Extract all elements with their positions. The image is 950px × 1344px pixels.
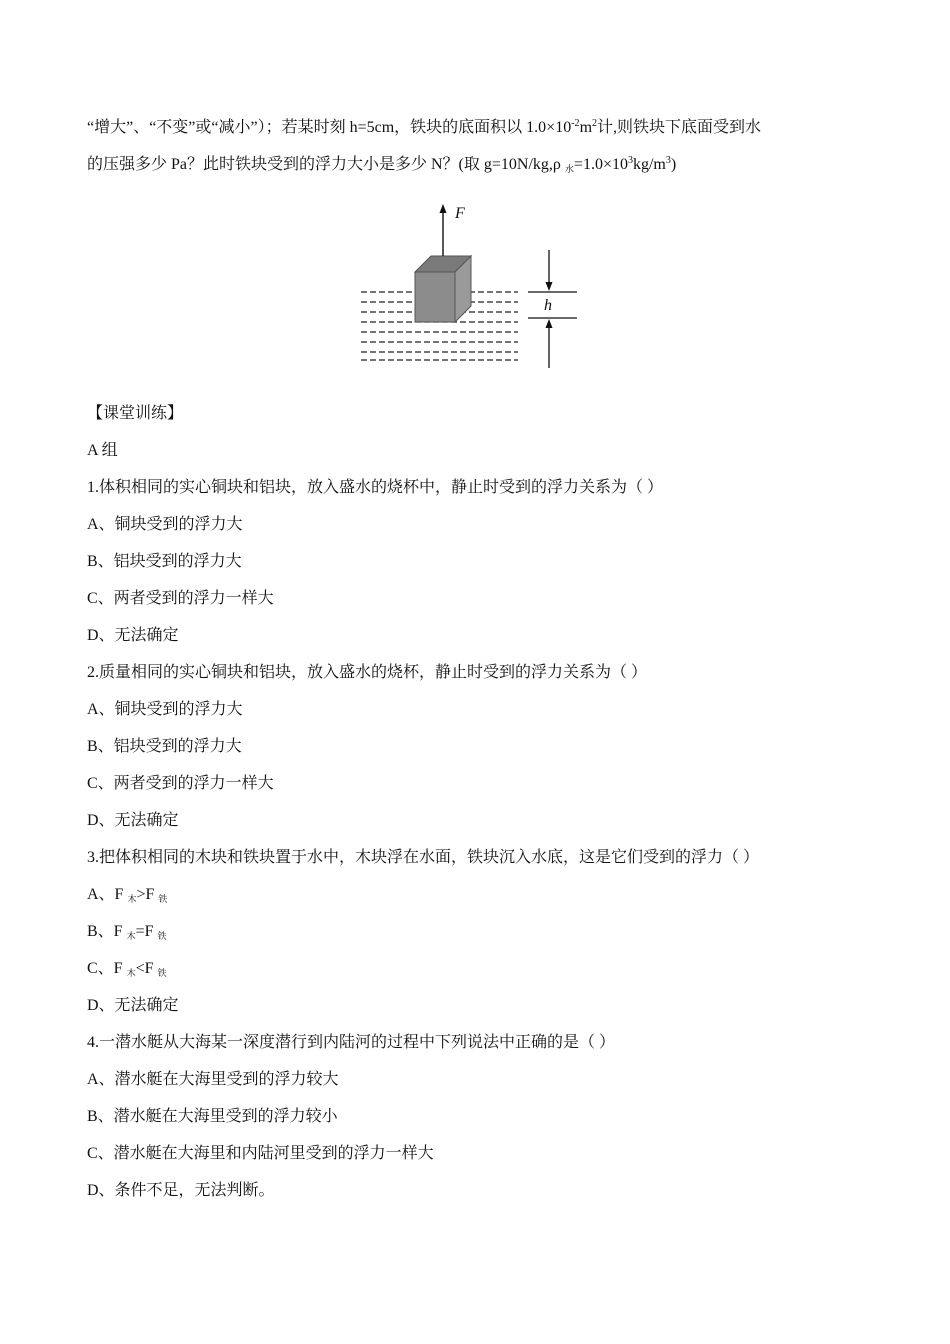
intro-text: kg/m <box>632 156 666 173</box>
arrow-up-icon <box>546 319 553 328</box>
arrow-down-icon <box>546 282 553 291</box>
intro-text: 计,则铁块下底面受到水 <box>597 119 762 136</box>
subscript: 铁 <box>157 931 167 941</box>
intro-text: =1.0×10 <box>573 156 628 173</box>
question-3-stem: 3.把体积相同的木块和铁块置于水中，木块浮在水面，铁块沉入水底，这是它们受到的浮力（ ） <box>87 849 760 866</box>
height-dimension <box>528 250 577 368</box>
height-label: h <box>544 297 552 314</box>
intro-line-2 <box>87 155 676 175</box>
intro-text: “增大”、“不变”或“减小”）；若某时刻 h=5cm，铁块的底面积以 1.0×10 <box>87 119 572 136</box>
question-1-stem: 1.体积相同的实心铜块和铝块，放入盛水的烧杯中，静止时受到的浮力关系为（ ） <box>87 479 664 496</box>
iron-block <box>415 256 471 322</box>
question-2-option-b: B、铝块受到的浮力大 <box>87 738 242 755</box>
subscript: 铁 <box>157 968 167 978</box>
buoyancy-figure <box>355 200 585 372</box>
intro-text: ) <box>670 156 677 173</box>
question-2-stem: 2.质量相同的实心铜块和铝块，放入盛水的烧杯，静止时受到的浮力关系为（ ） <box>87 664 648 681</box>
question-4-option-a: A、潜水艇在大海里受到的浮力较大 <box>87 1071 339 1088</box>
question-1-option-c: C、两者受到的浮力一样大 <box>87 590 274 607</box>
question-2-option-c: C、两者受到的浮力一样大 <box>87 775 274 792</box>
group-label: A 组 <box>87 442 118 459</box>
subscript: 木 <box>127 894 137 904</box>
question-4-option-b: B、潜水艇在大海里受到的浮力较小 <box>87 1108 338 1125</box>
question-3-option-d: D、无法确定 <box>87 997 179 1014</box>
intro-text: 的压强多少 Pa？此时铁块受到的浮力大小是多少 N？(取 g=10N/kg,ρ <box>87 156 565 173</box>
exponent: -2 <box>571 118 580 129</box>
subscript: 水 <box>564 164 574 174</box>
question-4-option-d: D、条件不足，无法判断。 <box>87 1182 275 1199</box>
question-1-option-d: D、无法确定 <box>87 627 179 644</box>
intro-line-1 <box>87 118 761 138</box>
subscript: 木 <box>126 931 136 941</box>
section-title: 【课堂训练】 <box>87 405 184 422</box>
question-3-option-c: C、F $_木$<F $_铁$ <box>87 960 167 978</box>
exponent: 2 <box>592 118 598 129</box>
intro-text: m <box>579 119 593 136</box>
exponent: 3 <box>665 155 671 166</box>
question-1-option-a: A、铜块受到的浮力大 <box>87 516 243 533</box>
question-2-option-a: A、铜块受到的浮力大 <box>87 701 243 718</box>
force-arrow <box>440 204 447 256</box>
question-3-option-b: B、F $_木$=F $_铁$ <box>87 923 167 941</box>
force-label: F <box>455 205 465 222</box>
exponent: 3 <box>627 155 633 166</box>
question-4-stem: 4.一潜水艇从大海某一深度潜行到内陆河的过程中下列说法中正确的是（ ） <box>87 1034 616 1051</box>
question-4-option-c: C、潜水艇在大海里和内陆河里受到的浮力一样大 <box>87 1145 434 1162</box>
question-2-option-d: D、无法确定 <box>87 812 179 829</box>
question-3-option-a: A、F $_木$>F $_铁$ <box>87 886 168 904</box>
subscript: 木 <box>126 968 136 978</box>
question-1-option-b: B、铝块受到的浮力大 <box>87 553 242 570</box>
subscript: 铁 <box>158 894 168 904</box>
